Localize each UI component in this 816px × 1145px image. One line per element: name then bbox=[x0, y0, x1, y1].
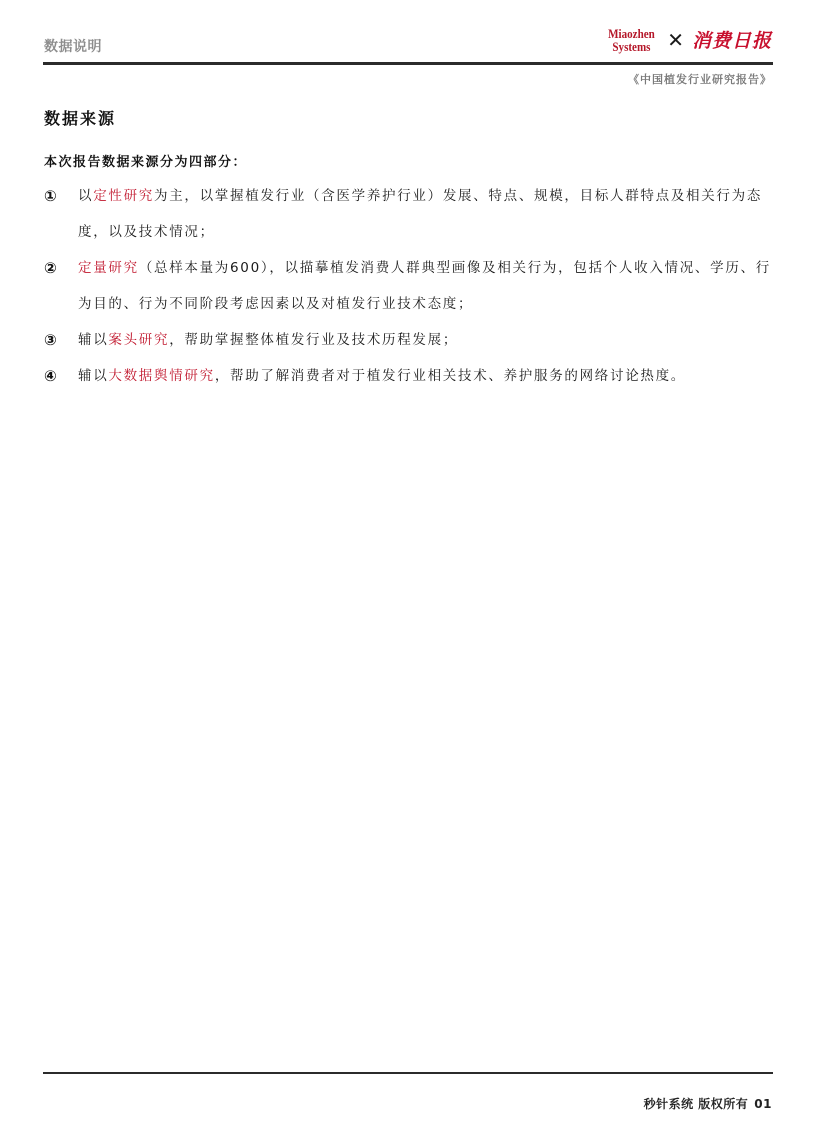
item-highlight: 定性研究 bbox=[93, 188, 155, 204]
report-title: 《中国植发行业研究报告》 bbox=[628, 73, 772, 86]
header-logos bbox=[604, 26, 772, 53]
section-label: 数据说明 bbox=[44, 39, 102, 55]
item-post-text: （总样本量为600），以描摹植发消费人群典型画像及相关行为，包括个人收入情况、学历、行为目的、行为不同阶段考虑因素以及对植发行业技术态度； bbox=[78, 260, 771, 312]
intro-text: 本次报告数据来源分为四部分： bbox=[44, 155, 248, 170]
close-icon: ✕ bbox=[667, 27, 684, 52]
copyright-text: 秒针系统 版权所有 bbox=[643, 1097, 749, 1111]
miaozhen-logo bbox=[608, 27, 655, 53]
list-item bbox=[44, 322, 774, 358]
item-post-text: ，帮助掌握整体植发行业及技术历程发展； bbox=[169, 332, 459, 348]
item-number: ② bbox=[44, 259, 59, 277]
item-highlight: 定量研究 bbox=[78, 260, 139, 276]
header-divider bbox=[43, 62, 773, 65]
footer-divider bbox=[43, 1072, 773, 1074]
item-pre-text: 辅以 bbox=[78, 368, 109, 384]
item-post-text: 为主，以掌握植发行业（含医学养护行业）发展、特点、规模，目标人群特点及相关行为态度，以及技术情况； bbox=[78, 188, 763, 240]
list-item bbox=[44, 358, 774, 394]
source-list bbox=[44, 178, 774, 394]
item-number: ③ bbox=[44, 331, 59, 349]
page-title: 数据来源 bbox=[44, 109, 117, 128]
footer bbox=[644, 1095, 772, 1112]
item-number: ④ bbox=[44, 367, 59, 385]
list-item bbox=[44, 178, 774, 250]
list-item bbox=[44, 250, 774, 322]
item-highlight: 大数据舆情研究 bbox=[108, 368, 215, 384]
page-number: 01 bbox=[754, 1097, 772, 1111]
item-number: ① bbox=[44, 187, 59, 205]
item-pre-text: 以 bbox=[78, 188, 94, 204]
item-pre-text: 辅以 bbox=[78, 332, 109, 348]
miaozhen-logo-line1: Miaozhen bbox=[608, 25, 656, 41]
partner-logo: 消费日报 bbox=[691, 30, 772, 52]
item-post-text: ，帮助了解消费者对于植发行业相关技术、养护服务的网络讨论热度。 bbox=[214, 368, 687, 384]
item-highlight: 案头研究 bbox=[108, 332, 170, 348]
miaozhen-logo-line2: Systems bbox=[612, 38, 651, 54]
